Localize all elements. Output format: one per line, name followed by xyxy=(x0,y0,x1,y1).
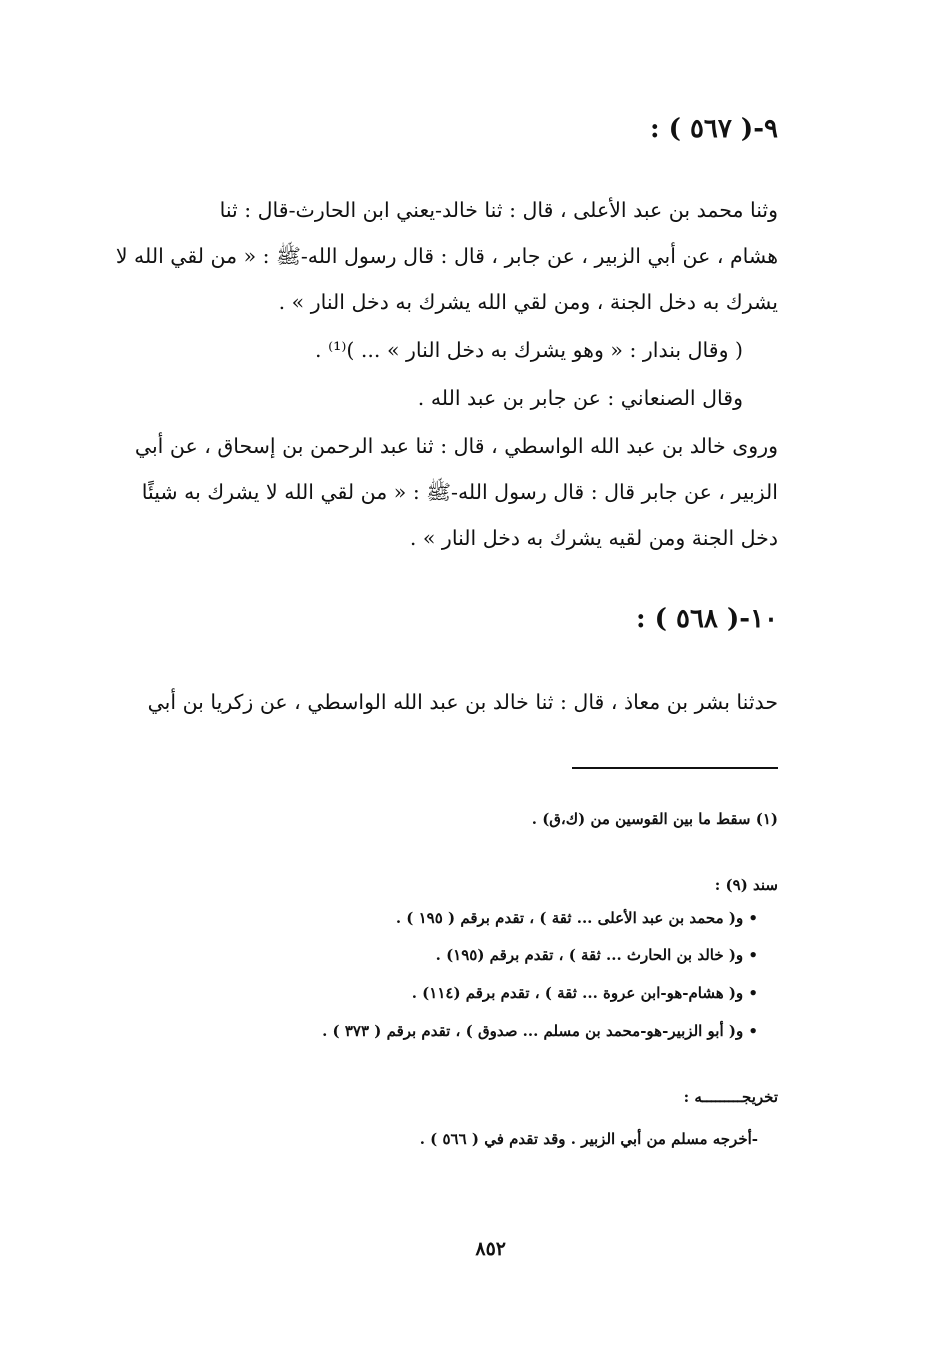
text-line: ( وقال بندار : « وهو يشرك به دخل النار » ... )⁽¹⁾ . xyxy=(315,338,743,362)
takhrij-text: -أخرجه مسلم من أبي الزبير . وقد تقدم في ( ٥٦٦ ) . xyxy=(419,1130,758,1148)
sanad-item: • و( هشام-هو-ابن عروة ... ثقة ) ، تقدم برقم (١١٤) . xyxy=(411,984,758,1002)
text-line: الزبير ، عن جابر قال : قال رسول الله-ﷺ : « من لقي الله لا يشرك به شيئًا xyxy=(141,480,778,504)
page-number: ٨٥٢ xyxy=(475,1238,506,1260)
takhrij-title: تخريجـــــــــه : xyxy=(683,1088,778,1106)
hadith-heading-567: ٩-( ٥٦٧ ) : xyxy=(649,114,778,144)
hadith-heading-568: ١٠-( ٥٦٨ ) : xyxy=(635,604,778,634)
text-line: وقال الصنعاني : عن جابر بن عبد الله . xyxy=(417,386,743,410)
sanad-item: • و( أبو الزبير-هو-محمد بن مسلم ... صدوق ) ، تقدم برقم ( ٣٧٣ ) . xyxy=(322,1022,758,1040)
sanad-item: • و( محمد بن عبد الأعلى ... ثقة ) ، تقدم برقم ( ١٩٥ ) . xyxy=(395,909,758,927)
footnote-separator xyxy=(572,767,778,769)
text-line: يشرك به دخل الجنة ، ومن لقي الله يشرك به دخل النار » . xyxy=(278,290,778,314)
sanad-title: سند (٩) : xyxy=(714,876,778,894)
text-line: وروى خالد بن عبد الله الواسطي ، قال : ثنا عبد الرحمن بن إسحاق ، عن أبي xyxy=(134,434,778,458)
text-line: هشام ، عن أبي الزبير ، عن جابر ، قال : قال رسول الله-ﷺ : « من لقي الله لا xyxy=(115,244,778,268)
text-line: وثنا محمد بن عبد الأعلى ، قال : ثنا خالد-يعني ابن الحارث-قال : ثنا xyxy=(219,198,778,222)
text-line: حدثنا بشر بن معاذ ، قال : ثنا خالد بن عبد الله الواسطي ، عن زكريا بن أبي xyxy=(147,690,778,714)
sanad-item: • و( خالد بن الحارث ... ثقة ) ، تقدم برقم (١٩٥) . xyxy=(435,946,758,964)
text-line: دخل الجنة ومن لقيه يشرك به دخل النار » . xyxy=(409,526,778,550)
footnote-1: (١) سقط ما بين القوسين من (ك،ق) . xyxy=(531,810,778,828)
